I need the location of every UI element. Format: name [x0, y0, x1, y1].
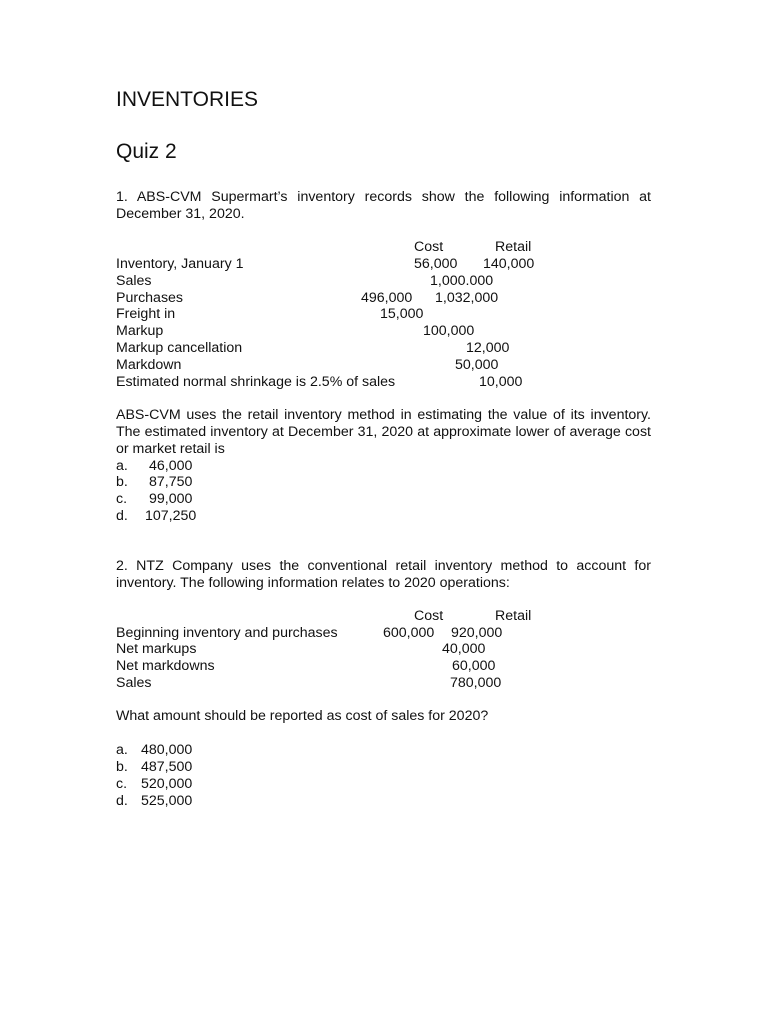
q2-option-letter: a. [116, 742, 128, 758]
q2-row-value: 920,000 [451, 625, 503, 641]
q1-question: ABS-CVM uses the retail inventory method in estimating the value of its inventory. The estimated inventory at December 31, 2020 at approximate lower of average cost or market retail is [116, 407, 651, 457]
q2-header-retail: Retail [495, 608, 532, 624]
q2-header-cost: Cost [414, 608, 444, 624]
q1-row-label: Markup [116, 323, 164, 339]
q1-option-letter: b. [116, 474, 128, 490]
q2-row-label: Beginning inventory and purchases [116, 625, 338, 641]
q1-option-letter: a. [116, 458, 128, 474]
q1-option-c: 99,000 [149, 491, 193, 507]
q1-row-value: 12,000 [466, 340, 510, 356]
q1-header-cost: Cost [414, 239, 444, 255]
q2-row-label: Net markups [116, 641, 197, 657]
q1-row-value: 140,000 [483, 256, 535, 272]
document-title: INVENTORIES [116, 88, 258, 111]
q2-row-value: 40,000 [442, 641, 486, 657]
q2-intro: 2. NTZ Company uses the conventional retail inventory method to account for inventory. The following information relates to 2020 operations: [116, 558, 651, 591]
q1-intro: 1. ABS-CVM Supermart’s inventory records show the following information at December 31, 2020. [116, 189, 651, 222]
q2-row-value: 780,000 [450, 675, 502, 691]
q2-row-label: Sales [116, 675, 152, 691]
q2-option-a: 480,000 [141, 742, 193, 758]
q1-row-label: Markup cancellation [116, 340, 243, 356]
q1-row-value: 15,000 [380, 306, 424, 322]
q1-row-value: 56,000 [414, 256, 458, 272]
q1-row-value: 10,000 [479, 374, 523, 390]
q2-option-d: 525,000 [141, 793, 193, 809]
q1-row-label: Inventory, January 1 [116, 256, 244, 272]
q2-option-letter: d. [116, 793, 128, 809]
q1-option-letter: d. [116, 508, 128, 524]
q2-row-label: Net markdowns [116, 658, 215, 674]
q1-row-value: 1,000.000 [430, 273, 494, 289]
q1-option-b: 87,750 [149, 474, 193, 490]
q2-option-b: 487,500 [141, 759, 193, 775]
q1-option-letter: c. [116, 491, 128, 507]
q2-row-value: 600,000 [383, 625, 435, 641]
q2-option-letter: b. [116, 759, 128, 775]
q1-row-label: Estimated normal shrinkage is 2.5% of sales [116, 374, 396, 390]
q1-row-label: Freight in [116, 306, 176, 322]
q2-question: What amount should be reported as cost of sales for 2020? [116, 708, 489, 724]
q1-row-value: 100,000 [423, 323, 475, 339]
q1-option-a: 46,000 [149, 458, 193, 474]
quiz-subtitle: Quiz 2 [116, 140, 177, 163]
q1-row-label: Markdown [116, 357, 182, 373]
q2-option-letter: c. [116, 776, 128, 792]
q2-option-c: 520,000 [141, 776, 193, 792]
q1-row-value: 1,032,000 [435, 290, 499, 306]
q1-row-value: 50,000 [455, 357, 499, 373]
q1-option-d: 107,250 [145, 508, 197, 524]
q1-header-retail: Retail [495, 239, 532, 255]
q2-row-value: 60,000 [452, 658, 496, 674]
q1-row-value: 496,000 [361, 290, 413, 306]
q1-row-label: Purchases [116, 290, 184, 306]
q1-row-label: Sales [116, 273, 152, 289]
